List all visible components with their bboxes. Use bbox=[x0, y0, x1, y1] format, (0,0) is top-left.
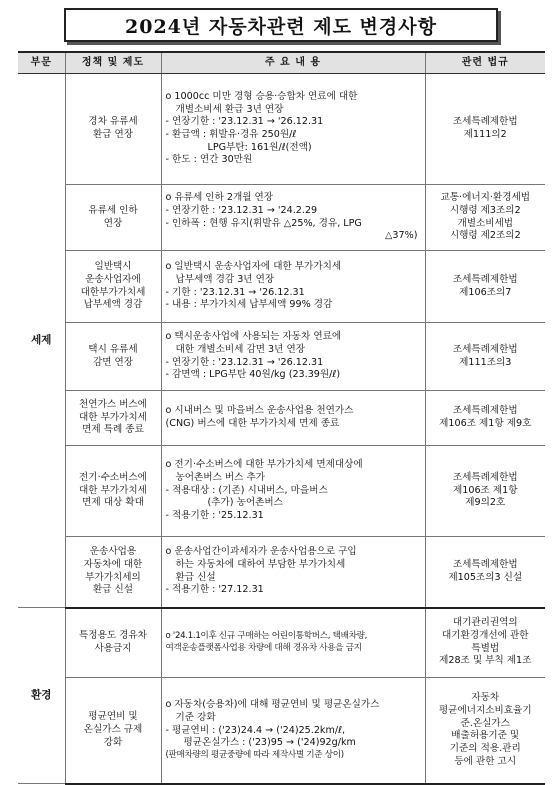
policy-cell bbox=[65, 537, 161, 608]
content-line: 농어촌버스 버스 추가 bbox=[175, 472, 266, 484]
content-line: - 적용기한 : '27.12.31 bbox=[165, 584, 264, 596]
content-line: - 평균연비 : ('23)24.4 → ('24)25.2km/ℓ, bbox=[165, 724, 346, 736]
law-line: 제111의2 bbox=[463, 129, 507, 140]
content-line: o 운송사업간이과세자가 운송사업용으로 구입 bbox=[165, 546, 357, 558]
table-row bbox=[18, 537, 545, 608]
table-row bbox=[18, 323, 545, 391]
content-cell bbox=[161, 185, 425, 251]
law-line: 조세특례제한법 bbox=[452, 559, 518, 571]
law-line: 특별법 bbox=[471, 642, 500, 654]
content-line: △37%) bbox=[385, 230, 418, 242]
law-line: 제105조의3 신설 bbox=[448, 571, 523, 583]
header-section: 부문 bbox=[18, 52, 65, 74]
law-line: 기준의 적용.관리 bbox=[449, 742, 521, 754]
law-line: 제111조의3 bbox=[459, 356, 512, 368]
law-line: 제106조 제1항 bbox=[452, 484, 518, 496]
law-cell bbox=[425, 608, 545, 678]
content-line: (추가) 농어촌버스 bbox=[207, 497, 283, 509]
content-line: o 택시운송사업에 사용되는 자동차 연료에 bbox=[165, 331, 342, 343]
content-line: o 시내버스 및 마을버스 운송사업용 천연가스 bbox=[165, 405, 354, 417]
policy-cell bbox=[65, 608, 161, 678]
law-cell bbox=[425, 185, 545, 251]
law-line: 제28조 및 부칙 제1조 bbox=[439, 655, 532, 667]
law-line: 제9의2호 bbox=[465, 497, 506, 509]
content-line: - 연장기한 : '23.12.31 → '24.2.29 bbox=[165, 204, 318, 216]
table-header-row bbox=[18, 52, 545, 74]
policy-line: 면제 대상 확대 bbox=[82, 497, 144, 509]
policy-line: 대한 부가가치세 bbox=[79, 484, 147, 496]
policy-line: 유류세 인하 bbox=[88, 204, 138, 216]
content-line: - 인하폭 : 현행 유지(휘발유 △25%, 경유, LPG bbox=[165, 217, 362, 229]
content-line: o 자동차(승용차)에 대해 평균연비 및 평균온실가스 bbox=[165, 699, 380, 711]
content-line: - 내용 : 부가가치세 납부세액 99% 경감 bbox=[165, 299, 333, 311]
content-line: 대한 개별소비세 감면 3년 연장 bbox=[175, 343, 306, 355]
law-line: 등에 관한 고시 bbox=[454, 755, 517, 767]
content-cell bbox=[161, 446, 425, 537]
policy-cell bbox=[65, 251, 161, 323]
policy-cell bbox=[65, 185, 161, 251]
policy-table bbox=[18, 51, 545, 785]
policy-line: 감면 연장 bbox=[92, 356, 134, 368]
table-row bbox=[18, 678, 545, 784]
content-cell bbox=[161, 251, 425, 323]
law-line: 대기관리권역의 bbox=[452, 617, 518, 629]
content-line: o 일반택시 운송사업자에 대한 부가가치세 bbox=[165, 261, 342, 273]
policy-line: 천연가스 버스에 bbox=[79, 399, 147, 411]
table-row bbox=[18, 251, 545, 323]
law-cell bbox=[425, 537, 545, 608]
content-cell bbox=[161, 608, 425, 678]
content-line: 개별소비세 환급 3년 연장 bbox=[175, 103, 284, 115]
policy-line: 온실가스 규제 bbox=[83, 723, 143, 735]
law-cell bbox=[425, 323, 545, 391]
content-line: o 1000cc 미만 경형 승용·승합차 연료에 대한 bbox=[165, 91, 358, 103]
policy-line: 평균연비 및 bbox=[88, 711, 138, 723]
content-cell bbox=[161, 537, 425, 608]
law-cell bbox=[425, 251, 545, 323]
policy-line: 면제 특례 종료 bbox=[82, 424, 144, 436]
content-line: (판매차량의 평균중량에 따라 제작사별 기준 상이) bbox=[165, 749, 344, 760]
policy-line: 납부세액 경감 bbox=[83, 299, 143, 311]
content-line: - 연장기한 : '23.12.31 → '26.12.31 bbox=[165, 356, 324, 368]
table-row bbox=[18, 608, 545, 678]
law-line: 교통·에너지·환경세법 bbox=[440, 192, 530, 204]
content-line: (CNG) 버스에 대한 부가가치세 면제 종료 bbox=[165, 418, 340, 429]
law-line: 준.온실가스 bbox=[460, 717, 510, 729]
policy-line: 연장 bbox=[103, 217, 123, 229]
policy-cell bbox=[65, 678, 161, 784]
law-line: 제106조의7 bbox=[459, 286, 512, 298]
content-line: - 적용기한 : '25.12.31 bbox=[165, 509, 264, 521]
content-cell bbox=[161, 74, 425, 185]
policy-line: 환급 신설 bbox=[92, 584, 134, 596]
law-line: 조세특례제한법 bbox=[452, 343, 518, 355]
policy-line: 자동차에 대한 bbox=[83, 559, 143, 571]
policy-line: 사용금지 bbox=[94, 642, 132, 654]
policy-cell bbox=[65, 74, 161, 185]
content-cell bbox=[161, 323, 425, 391]
policy-line: 운송사업용 bbox=[89, 546, 137, 558]
content-line: 환급 신설 bbox=[175, 571, 216, 583]
policy-line: 환급 연장 bbox=[92, 129, 134, 140]
content-cell bbox=[161, 391, 425, 446]
policy-line: 일반택시 bbox=[94, 261, 132, 273]
policy-line: 부가가치세의 bbox=[85, 571, 141, 583]
law-line: 배출허용기준 및 bbox=[451, 730, 520, 742]
content-line: LPG부탄: 161원/ℓ(전액) bbox=[207, 141, 312, 153]
law-cell bbox=[425, 74, 545, 185]
content-line: 평균온실가스 : ('23)95 → ('24)92g/km bbox=[183, 737, 356, 749]
content-line: - 기한 : '23.12.31 → '26.12.31 bbox=[165, 286, 305, 298]
header-content: 주 요 내 용 bbox=[161, 52, 425, 74]
section-tax: 세제 bbox=[18, 74, 65, 608]
content-line: o 유류세 인하 2개월 연장 bbox=[165, 192, 274, 204]
content-line: o 전기·수소버스에 대한 부가가치세 면제대상에 bbox=[165, 459, 363, 471]
policy-line: 택시 유류세 bbox=[88, 343, 138, 355]
law-cell bbox=[425, 446, 545, 537]
law-cell bbox=[425, 391, 545, 446]
section-env: 환경 bbox=[18, 608, 65, 784]
content-line: - 감면액 : LPG부탄 40원/kg (23.39원/ℓ) bbox=[165, 369, 341, 381]
policy-cell bbox=[65, 391, 161, 446]
policy-line: 대한 부가가치세 bbox=[79, 411, 147, 423]
law-line: 시행령 제3조의2 bbox=[449, 204, 521, 216]
law-line: 대기환경개선에 관한 bbox=[442, 630, 529, 642]
policy-line: 전기·수소버스에 bbox=[79, 472, 147, 484]
content-line: - 한도 : 연간 30만원 bbox=[165, 154, 253, 166]
law-line: 자동차 bbox=[471, 692, 500, 704]
document-title: 2024년 자동차관련 제도 변경사항 bbox=[64, 8, 498, 42]
content-line: 납부세액 경감 3년 연장 bbox=[175, 273, 275, 285]
law-line: 제106조 제1항 제9호 bbox=[439, 418, 532, 429]
content-line: 여객운송플랫폼사업용 차량에 대해 경유차 사용을 금지 bbox=[165, 642, 362, 653]
content-line: - 연장기한 : '23.12.31 → '26.12.31 bbox=[165, 116, 324, 128]
law-cell bbox=[425, 678, 545, 784]
policy-cell bbox=[65, 323, 161, 391]
policy-line: 대한부가가치세 bbox=[80, 286, 146, 298]
content-line: - 환급액 : 휘발유·경유 250원/ℓ bbox=[165, 129, 297, 140]
header-law: 관련 법규 bbox=[425, 52, 545, 74]
table-row bbox=[18, 446, 545, 537]
law-line: 조세특례제한법 bbox=[452, 405, 518, 417]
content-line: 기준 강화 bbox=[175, 711, 216, 723]
law-line: 조세특례제한법 bbox=[452, 273, 518, 285]
policy-line: 운송사업자에 bbox=[85, 273, 141, 285]
table-row bbox=[18, 185, 545, 251]
policy-cell bbox=[65, 446, 161, 537]
content-line: o '24.1.1이후 신규 구매하는 어린이통학버스, 택배차량, bbox=[165, 631, 368, 642]
header-policy: 정책 및 제도 bbox=[65, 52, 161, 74]
law-line: 개별소비세법 bbox=[457, 217, 514, 229]
content-cell bbox=[161, 678, 425, 784]
policy-line: 강화 bbox=[103, 736, 123, 748]
content-line: - 적용대상 : (기존) 시내버스, 마을버스 bbox=[165, 484, 328, 496]
policy-line: 특정용도 경유차 bbox=[79, 630, 147, 642]
law-line: 조세특례제한법 bbox=[452, 472, 518, 484]
table-row bbox=[18, 391, 545, 446]
law-line: 시행령 제2조의2 bbox=[449, 230, 521, 242]
law-line: 조세특례제한법 bbox=[452, 116, 518, 128]
law-line: 평균에너지소비효율기 bbox=[438, 704, 532, 716]
policy-line: 경차 유류세 bbox=[88, 116, 138, 128]
table-row bbox=[18, 74, 545, 185]
content-line: 하는 자동차에 대하여 부담한 부가가치세 bbox=[175, 559, 346, 571]
